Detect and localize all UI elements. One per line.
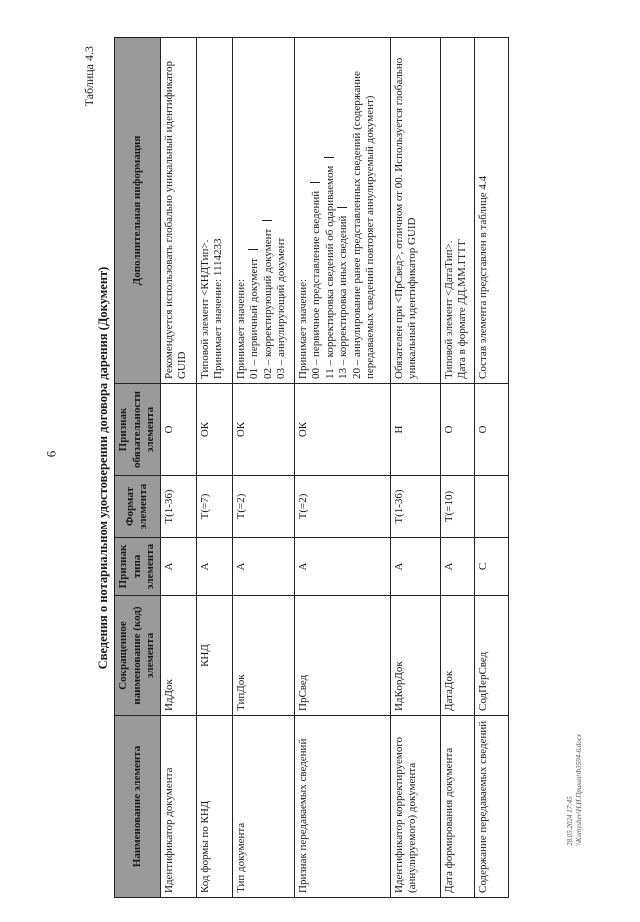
info-line: Обязателен при <ПрСвед>, отличном от 00. Используется глобально уникальный идентификатор GUID <box>392 57 418 379</box>
cell-type: А <box>390 538 440 596</box>
info-line: Дата в формате ДД.ММ.ГГГГ <box>456 238 468 379</box>
cell-type: А <box>160 538 196 596</box>
elements-table <box>114 37 509 898</box>
cell-short: ДатаДок <box>440 596 474 716</box>
footer-timestamp: 28.05.2024 17:45 <box>566 796 574 846</box>
cell-short: КНД <box>196 596 232 716</box>
info-line: Принимает значение: <box>234 278 247 379</box>
table-row <box>474 38 508 898</box>
table-header-row <box>115 38 161 898</box>
info-line: Типовой элемент <КНДТип>. <box>198 239 211 379</box>
cell-info <box>232 38 294 384</box>
cell-short: ТипДок <box>232 596 294 716</box>
table-row <box>160 38 196 898</box>
cell-format: T(=2) <box>294 476 390 538</box>
header-info: Дополнительная информация <box>115 38 161 384</box>
cell-format: T(=2) <box>232 476 294 538</box>
cell-info <box>196 38 232 384</box>
cell-name: Признак передаваемых сведений <box>294 716 390 898</box>
cell-short: ИдДок <box>160 596 196 716</box>
header-name: Наименование элемента <box>115 716 161 898</box>
cell-format: T(1-36) <box>160 476 196 538</box>
header-short-name: Сокращенное наименование (код) элемента <box>115 596 161 716</box>
cell-required: ОК <box>294 384 390 476</box>
cell-type: С <box>474 538 508 596</box>
info-line: Состав элемента представлен в таблице 4.4 <box>476 175 489 379</box>
cell-info <box>294 38 390 384</box>
info-line: 03 – аннулирующий документ <box>275 237 287 379</box>
info-line: 20 – аннулирование ранее представленных сведений (содержание передаваемых сведений повторяет аннулируемый документ) <box>350 71 376 379</box>
header-format: Формат элемента <box>115 476 161 538</box>
info-line: 02 – корректирующий документ <box>262 42 276 379</box>
cell-required: ОК <box>232 384 294 476</box>
cell-required: О <box>160 384 196 476</box>
table-caption: Сведения о нотариальном удостоверении договора дарения (Документ) <box>96 266 110 670</box>
cell-type: А <box>294 538 390 596</box>
info-line: 11 – корректировка сведений об одариваемом <box>324 42 338 379</box>
cell-required: О <box>440 384 474 476</box>
document-footer <box>566 734 584 846</box>
header-required: Признак обязательности элемента <box>115 384 161 476</box>
cell-name: Код формы по КНД <box>196 716 232 898</box>
rotated-sheet <box>82 38 502 898</box>
table-label: Таблица 4.3 <box>82 46 96 107</box>
info-line: Принимает значение: 1114233 <box>212 238 224 379</box>
info-line: Типовой элемент <ДатаТип>. <box>442 240 455 379</box>
info-line: 00 – первичное представление сведений <box>310 42 324 379</box>
table-row <box>232 38 294 898</box>
info-line: 01 – первичный документ <box>248 42 262 379</box>
info-line: 13 – корректировка иных сведений <box>337 42 351 379</box>
table-row <box>440 38 474 898</box>
cell-required: О <box>474 384 508 476</box>
cell-required: ОК <box>196 384 232 476</box>
cell-short: ПрСвед <box>294 596 390 716</box>
cell-info <box>160 38 196 384</box>
cell-type: А <box>440 538 474 596</box>
cell-info <box>440 38 474 384</box>
cell-format <box>474 476 508 538</box>
footer-file-path: \\Komyshev\Н.И.Приказ\Ф3594-6.docx <box>575 734 583 846</box>
cell-name: Идентификатор документа <box>160 716 196 898</box>
cell-type: А <box>196 538 232 596</box>
cell-format: T(=10) <box>440 476 474 538</box>
cell-required: Н <box>390 384 440 476</box>
cell-name: Идентификатор корректируемого (аннулируемого) документа <box>390 716 440 898</box>
cell-type: А <box>232 538 294 596</box>
cell-info <box>474 38 508 384</box>
cell-name: Тип документа <box>232 716 294 898</box>
info-line: Рекомендуется использовать глобально уникальный идентификатор GUID <box>162 60 188 379</box>
cell-short: ИдКорДок <box>390 596 440 716</box>
cell-short: СодПерСвед <box>474 596 508 716</box>
cell-name: Дата формирования документа <box>440 716 474 898</box>
cell-name: Содержание передаваемых сведений <box>474 716 508 898</box>
cell-format: T(1-36) <box>390 476 440 538</box>
header-type: Признак типа элемента <box>115 538 161 596</box>
table-row <box>390 38 440 898</box>
cell-format: T(=7) <box>196 476 232 538</box>
table-row <box>294 38 390 898</box>
cell-info <box>390 38 440 384</box>
table-row <box>196 38 232 898</box>
page-number: 6 <box>43 450 59 458</box>
info-line: Принимает значение: <box>296 278 309 379</box>
